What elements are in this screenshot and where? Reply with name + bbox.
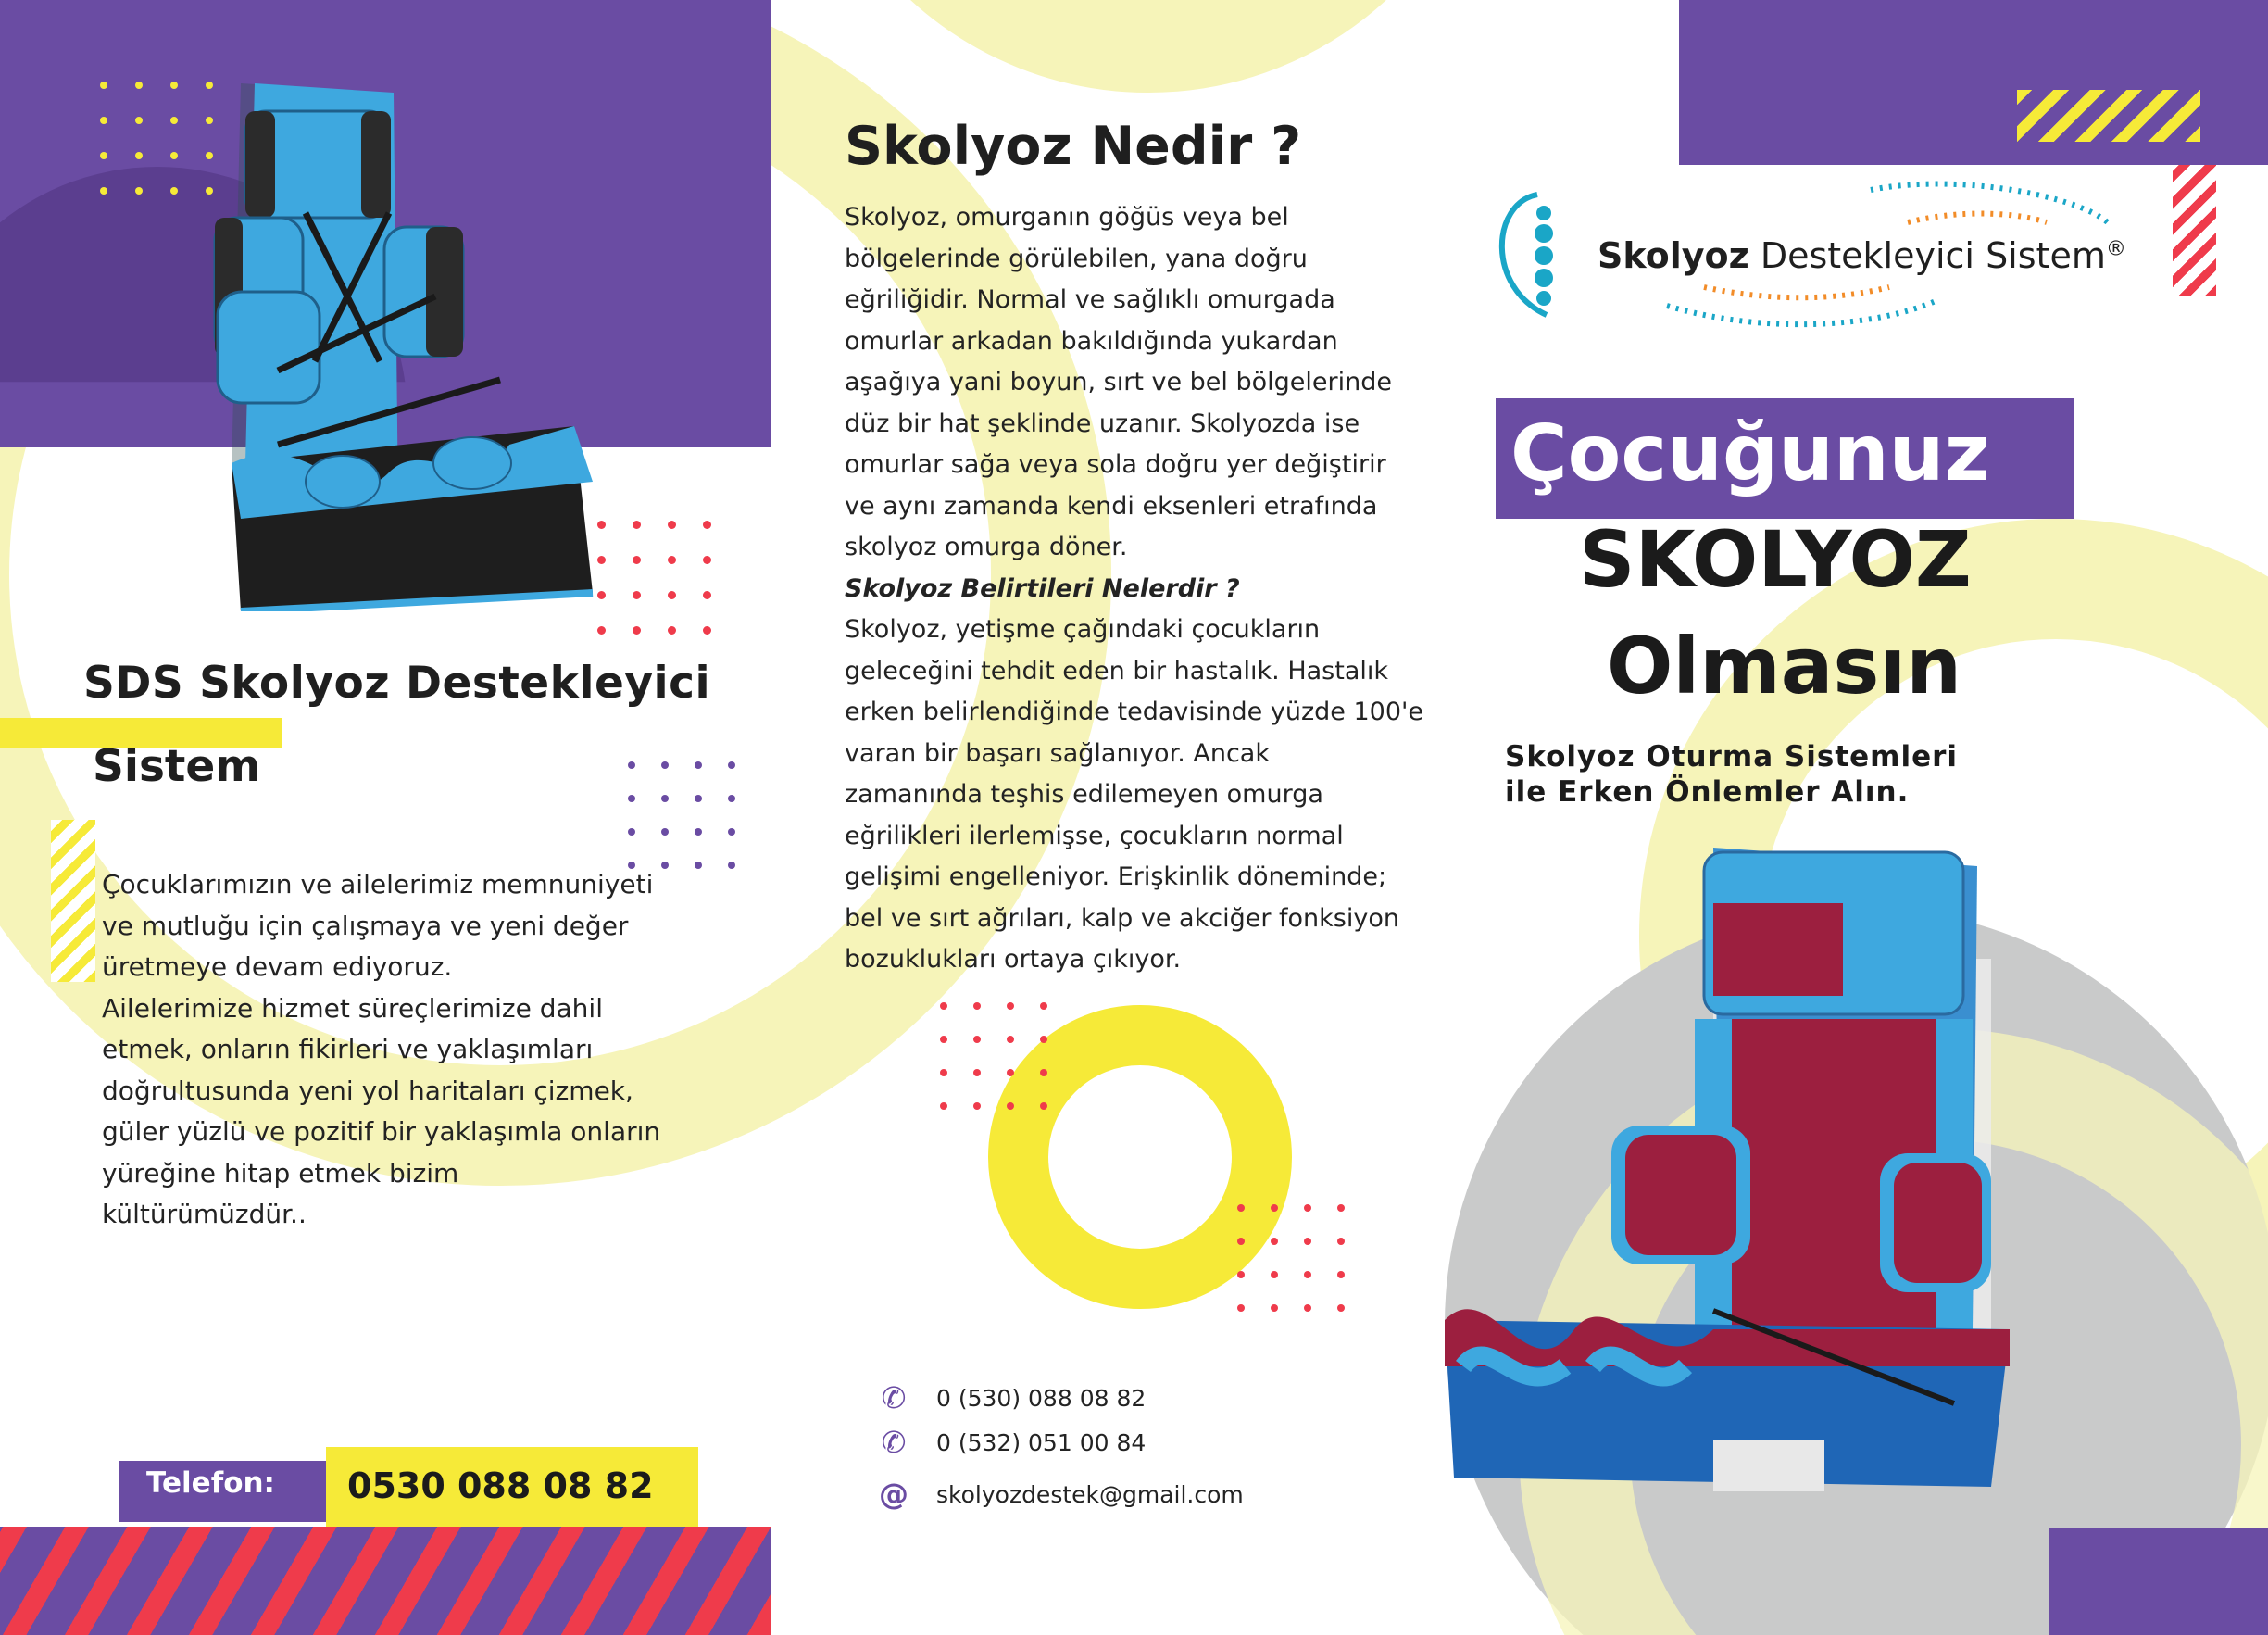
left-paragraph-line: ve mutluğu için çalışmaya ve yeni değer xyxy=(102,910,629,941)
phone-number[interactable]: 0530 088 08 82 xyxy=(347,1465,654,1506)
contact-text: 0 (532) 051 00 84 xyxy=(936,1428,1147,1456)
headline-line2: SKOLYOZ xyxy=(1579,514,1972,605)
left-paragraph-line: etmek, onların fikirleri ve yaklaşımları xyxy=(102,1034,594,1064)
contact-text: skolyozdestek@gmail.com xyxy=(936,1480,1244,1508)
red-dot-grid-middle xyxy=(940,1002,1073,1136)
middle-paragraph-line: aşağıya yani boyun, sırt ve bel bölgelerinde xyxy=(845,368,1392,396)
headline-line1: Çocuğunuz xyxy=(1510,408,1990,498)
right-purple-bottom-block xyxy=(2049,1528,2268,1635)
middle-paragraph-line: Skolyoz, omurganın göğüs veya bel xyxy=(845,203,1289,232)
logo-text xyxy=(1598,235,2126,276)
middle-paragraph-line: bozuklukları ortaya çıkıyor. xyxy=(845,945,1182,974)
tagline-line: Skolyoz Oturma Sistemleri xyxy=(1505,740,1959,773)
left-paragraph-line: üretmeye devam ediyoruz. xyxy=(102,951,453,982)
left-paragraph-line: kültürümüzdür.. xyxy=(102,1199,307,1229)
tagline xyxy=(1505,739,1958,810)
blue-seat-image xyxy=(204,74,611,611)
middle-paragraph-line: omurlar sağa veya sola doğru yer değiştirir xyxy=(845,450,1386,479)
middle-paragraph-line: omurlar arkadan bakıldığında yukardan xyxy=(845,326,1338,356)
middle-paragraph-line: varan bir başarı sağlanıyor. Ancak xyxy=(845,738,1270,768)
yellow-dot-grid xyxy=(100,82,241,222)
phone-label: Telefon: xyxy=(146,1466,275,1500)
middle-paragraph-line: düz bir hat şeklinde uzanır. Skolyozda ise xyxy=(845,409,1360,438)
tagline-line: ile Erken Önlemler Alın. xyxy=(1505,775,1910,809)
headline-banner xyxy=(1496,398,2074,519)
middle-paragraph-line: bölgelerinde görülebilen, yana doğru xyxy=(845,244,1308,273)
pale-yellow-ring-top xyxy=(796,0,1500,93)
middle-paragraph-line: gelişimi engelleniyor. Erişkinlik döneminde; xyxy=(845,862,1387,891)
phone-icon: ✆ xyxy=(881,1425,907,1460)
contact-phone-1[interactable] xyxy=(875,1380,1146,1415)
logo-rest: Destekleyici Sistem xyxy=(1748,235,2106,276)
left-paragraph-line: güler yüzlü ve pozitif bir yaklaşımla onların xyxy=(102,1116,661,1147)
left-title: SDS Skolyoz Destekleyici xyxy=(83,658,711,709)
middle-paragraph-line: Skolyoz, yetişme çağındaki çocukların xyxy=(845,615,1321,644)
red-dot-grid-middle-2 xyxy=(1237,1204,1371,1338)
left-paragraph-line: doğrultusunda yeni yol haritaları çizmek, xyxy=(102,1075,633,1106)
middle-paragraph xyxy=(845,197,1437,981)
contact-phone-2[interactable] xyxy=(875,1425,1146,1460)
middle-paragraph-line: skolyoz omurga döner. xyxy=(845,533,1128,561)
headline-line3: Olmasın xyxy=(1607,621,1962,711)
middle-paragraph-line: erken belirlendiğinde tedavisinde yüzde 100'e xyxy=(845,698,1424,726)
left-title-line2: Sistem xyxy=(93,741,261,792)
contact-text: 0 (530) 088 08 82 xyxy=(936,1384,1147,1412)
middle-paragraph-line: eğrilikleri ilerlemişse, çocukların normal xyxy=(845,821,1344,850)
middle-paragraph-line: eğriliğidir. Normal ve sağlıklı omurgada xyxy=(845,285,1335,314)
red-hatch-right xyxy=(2173,165,2216,296)
maroon-seat-image xyxy=(1435,848,2028,1505)
middle-paragraph-line: geleceğini tehdit eden bir hastalık. Hastalık xyxy=(845,656,1388,685)
at-icon: @ xyxy=(879,1477,908,1512)
yellow-hatch-right xyxy=(2017,90,2200,142)
middle-subtitle: Skolyoz Belirtileri Nelerdir ? xyxy=(845,573,1240,603)
logo-registered-mark: ® xyxy=(2105,237,2126,261)
middle-title: Skolyoz Nedir ? xyxy=(845,116,1302,177)
middle-paragraph-line: zamanında teşhis edilemeyen omurga xyxy=(845,780,1323,809)
phone-icon: ✆ xyxy=(881,1380,907,1415)
logo-bold: Skolyoz xyxy=(1598,235,1749,276)
contact-email[interactable] xyxy=(875,1477,1244,1512)
middle-paragraph-line: bel ve sırt ağrıları, kalp ve akciğer fonksiyon xyxy=(845,903,1399,933)
left-paragraph-line: Ailelerimize hizmet süreçlerimize dahil xyxy=(102,992,603,1024)
yellow-hatch-left xyxy=(51,820,95,982)
striped-footer-left xyxy=(0,1527,771,1635)
red-dot-grid-left xyxy=(597,521,738,661)
middle-paragraph-line: ve aynı zamanda kendi eksenleri etrafında xyxy=(845,491,1378,521)
left-paragraph xyxy=(102,864,695,1236)
left-paragraph-line: Çocuklarımızın ve ailelerimiz memnuniyeti xyxy=(102,869,654,899)
left-paragraph-line: yüreğine hitap etmek bizim xyxy=(102,1157,459,1189)
